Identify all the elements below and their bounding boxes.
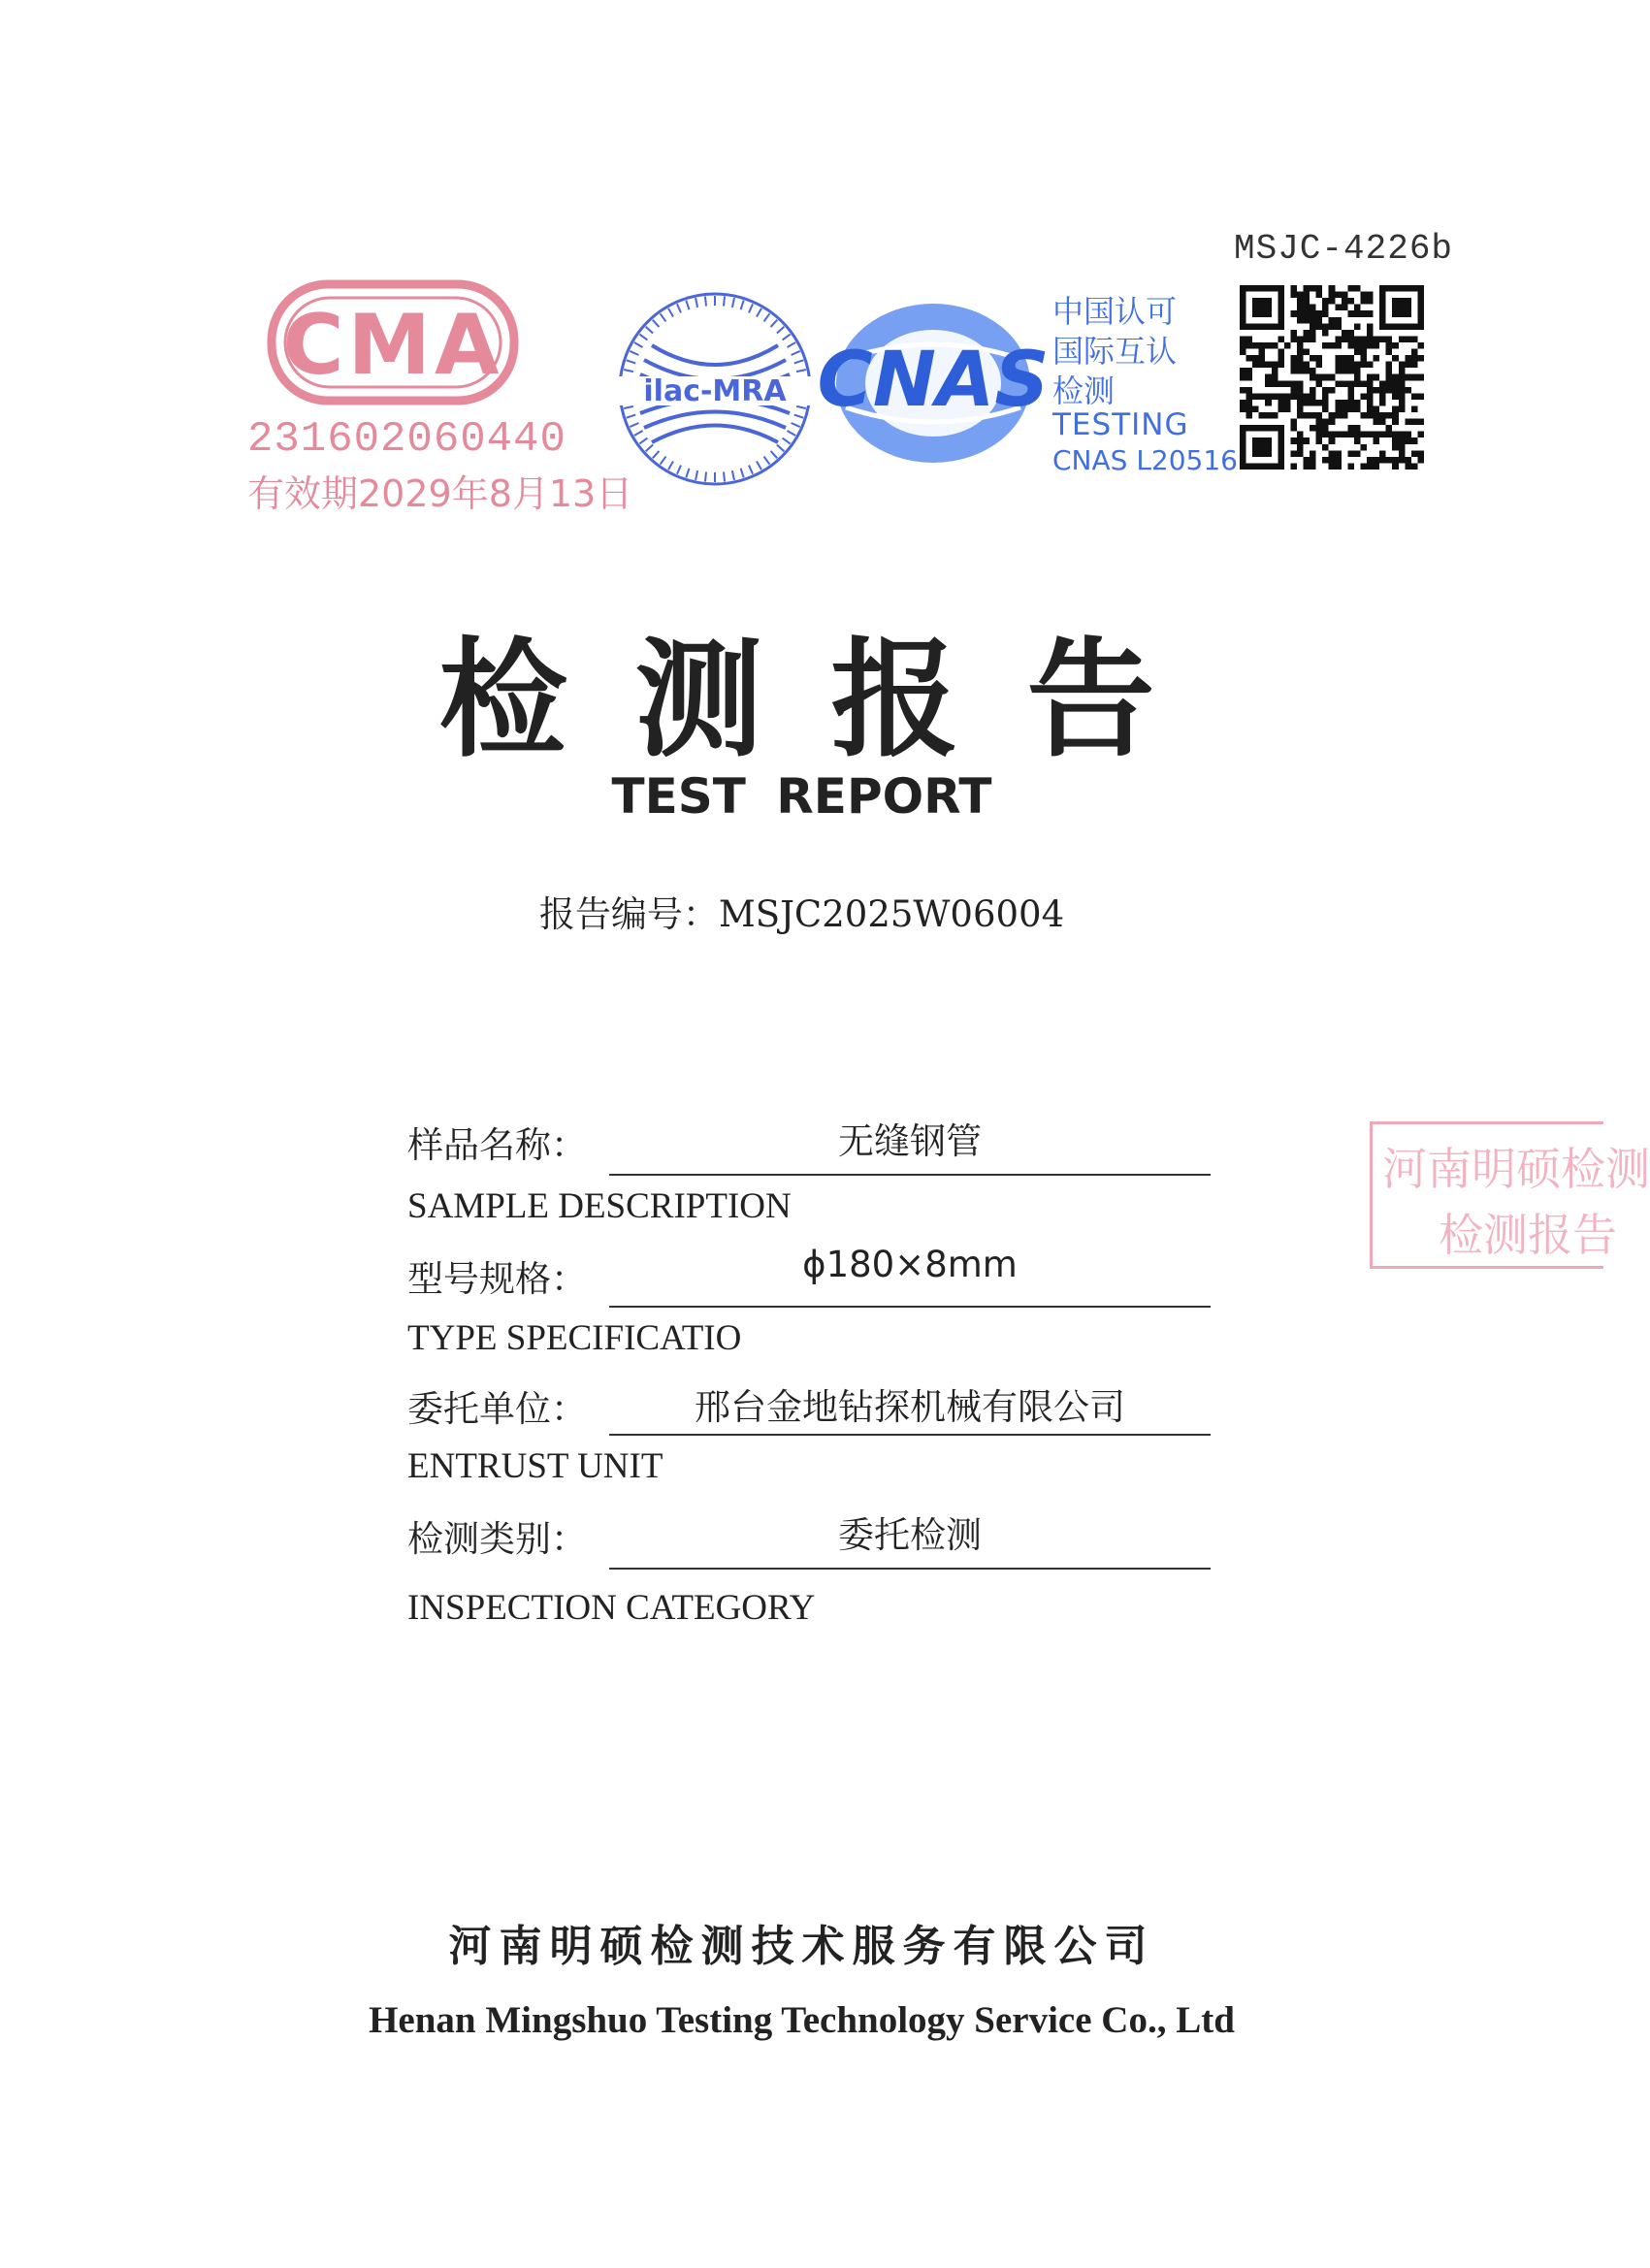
- field-en-entrust: ENTRUST UNIT: [407, 1446, 663, 1486]
- field-label-sample: 样品名称：: [407, 1124, 587, 1166]
- field-underline: [609, 1174, 1211, 1176]
- seam-stamp-line1: 河南明硕检测: [1382, 1143, 1650, 1195]
- field-underline: [609, 1568, 1211, 1570]
- cma-number: 231602060440: [247, 415, 566, 464]
- report-number-label: 报告编号：: [538, 893, 719, 935]
- qr-code-icon: [1240, 285, 1424, 470]
- field-en-category: INSPECTION CATEGORY: [407, 1588, 816, 1628]
- field-value-type: ϕ180×8mm: [802, 1244, 1018, 1285]
- cnas-logo-icon: [817, 291, 1050, 475]
- field-value-entrust: 邢台金地钻探机械有限公司: [695, 1386, 1125, 1428]
- field-value-category: 委托检测: [838, 1514, 982, 1556]
- report-number: [0, 885, 1603, 937]
- field-value-sample: 无缝钢管: [838, 1120, 982, 1162]
- seam-stamp-line2: 检测报告: [1439, 1209, 1617, 1261]
- document-code: MSJC-4226b: [1234, 229, 1454, 269]
- cnas-text-line4: TESTING: [1052, 407, 1189, 442]
- cnas-text-line2: 国际互认: [1052, 333, 1178, 370]
- company-name-en: Henan Mingshuo Testing Technology Service Co., Ltd: [369, 1999, 1235, 2041]
- page-title-cn: 检测报告: [438, 626, 1223, 775]
- field-underline: [609, 1434, 1211, 1436]
- field-en-type: TYPE SPECIFICATIO: [407, 1318, 742, 1358]
- ilac-mra-logo-icon: [613, 287, 817, 491]
- cnas-mark: CNAS: [817, 337, 1050, 424]
- field-label-entrust: 委托单位：: [407, 1388, 587, 1430]
- cma-mark: CMA: [282, 297, 503, 394]
- report-number-value: MSJC2025W06004: [718, 893, 1065, 935]
- page-title-en: TEST REPORT: [611, 768, 992, 825]
- cnas-accreditation-number: CNAS L20516: [1052, 444, 1238, 476]
- seam-stamp: [1370, 1121, 1650, 1269]
- ilac-mark: ilac-MRA: [643, 374, 787, 408]
- field-en-sample: SAMPLE DESCRIPTION: [407, 1186, 792, 1226]
- cnas-text-line3: 检测: [1052, 373, 1116, 409]
- company-name-cn: 河南明硕检测技术服务有限公司: [448, 1922, 1155, 1971]
- field-label-type: 型号规格：: [407, 1258, 587, 1300]
- field-label-category: 检测类别：: [407, 1518, 587, 1560]
- cma-validity: 有效期2029年8月13日: [247, 472, 633, 515]
- field-underline: [609, 1306, 1211, 1308]
- cnas-text-line1: 中国认可: [1052, 293, 1178, 330]
